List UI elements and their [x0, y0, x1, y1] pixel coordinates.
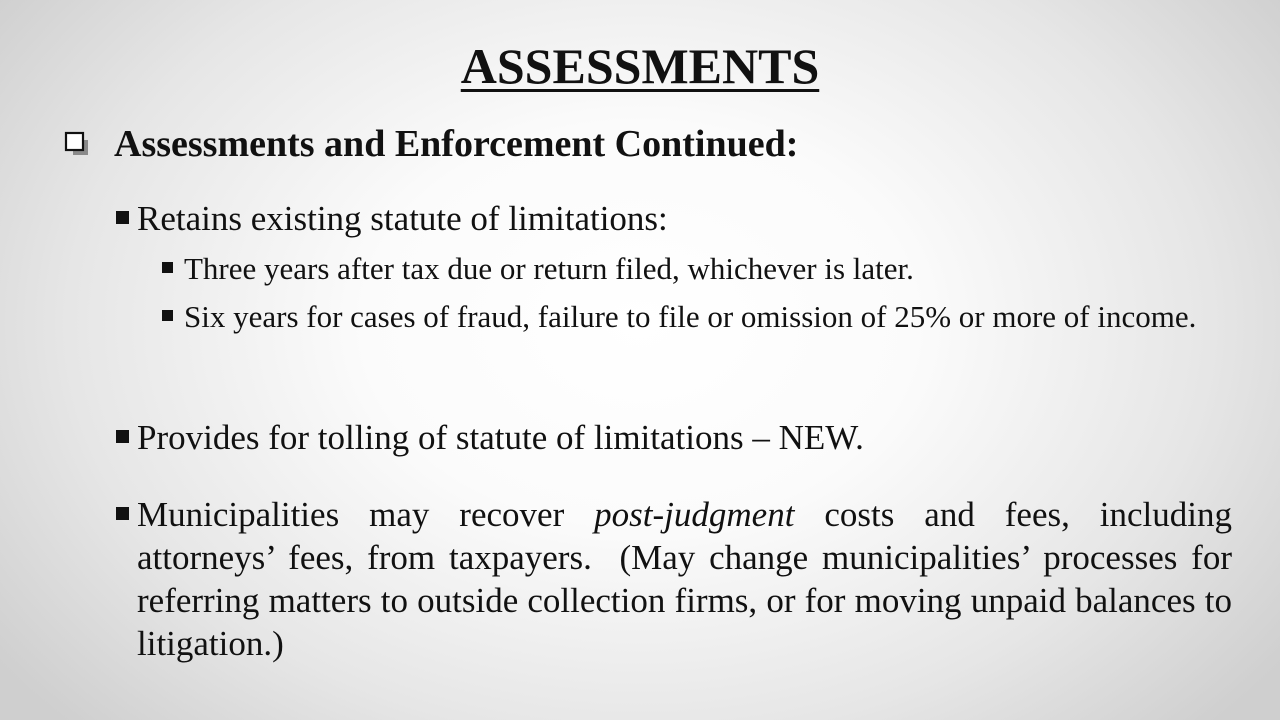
bullet-text-emphasis: post-judgment	[594, 495, 795, 534]
square-bullet-icon	[116, 430, 129, 443]
bullet-text: Retains existing statute of limitations:	[137, 199, 668, 238]
section-heading-text: Assessments and Enforcement Continued:	[114, 123, 799, 165]
bullet-statute-of-limitations	[116, 197, 1232, 240]
sub-bullet-text: Six years for cases of fraud, failure to file or omission of 25% or more of income.	[184, 299, 1197, 334]
sub-bullet-six-years	[162, 298, 1232, 335]
bullet-text	[137, 493, 1232, 665]
sub-bullet-three-years	[162, 250, 1232, 287]
square-bullet-icon	[162, 262, 173, 273]
bullet-text-end: costs and fees, including attorneys’ fees, from taxpayers. (May change municipalities’ processes for referring matters to outside collection firms, or for moving unpaid balances to litigation.)	[137, 495, 1232, 663]
bullet-post-judgment	[116, 493, 1232, 665]
square-bullet-icon	[116, 507, 129, 520]
square-bullet-icon	[162, 310, 173, 321]
bullet-tolling	[116, 416, 1232, 459]
checkbox-square-icon	[64, 131, 90, 157]
bullet-text: Provides for tolling of statute of limitations – NEW.	[137, 418, 864, 457]
section-heading	[64, 120, 1244, 168]
sub-bullet-text: Three years after tax due or return filed, whichever is later.	[184, 251, 914, 286]
slide-title: ASSESSMENTS	[460, 38, 820, 94]
square-bullet-icon	[116, 211, 129, 224]
bullet-text-start: Municipalities may recover	[137, 495, 595, 534]
